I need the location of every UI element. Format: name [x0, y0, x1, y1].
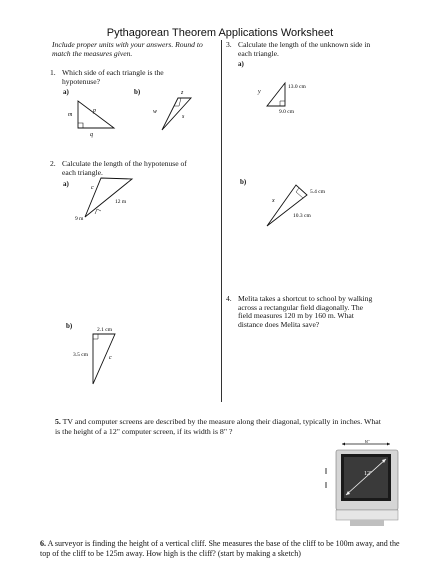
q1b-label-w: w: [153, 109, 158, 115]
q1b-label-z: z: [181, 90, 184, 96]
column-divider: [221, 40, 222, 402]
q1-triangle-b: [145, 85, 205, 140]
q2a-label-12m: 12 m: [115, 199, 127, 205]
q5-prompt: [55, 417, 385, 436]
q5-number: 5.: [55, 417, 61, 426]
q2-triangle-b: [70, 322, 130, 392]
q1a-label-p: p: [93, 108, 96, 114]
q2b-label-c: c: [109, 355, 112, 361]
q2b-label-3-5cm: 3.5 cm: [73, 352, 88, 358]
q2-number: 2.: [50, 159, 56, 168]
monitor-diagonal-label: 12": [364, 471, 373, 477]
instructions: Include proper units with your answers. Round to match the measures given.: [52, 40, 203, 58]
q3-prompt: [226, 41, 386, 58]
q1b-label-s: s: [182, 114, 185, 120]
q2a-label-9m: 9 m: [75, 216, 84, 222]
computer-monitor-illustration: [320, 440, 400, 530]
q1a-label-q: q: [90, 132, 93, 138]
q3a-label-13cm: 13.0 cm: [288, 84, 306, 90]
q4-text: Melita takes a shortcut to school by walking across a rectangular field diagonally. The field measures 120 m by 160 m. What distance does Melita save?: [238, 294, 373, 329]
q1-prompt: [50, 69, 190, 86]
q4-prompt: [226, 295, 391, 329]
q2-part-a: a): [63, 180, 69, 188]
q3-triangle-a: [252, 78, 322, 116]
q3-number: 3.: [226, 40, 232, 49]
q2b-label-2-1cm: 2.1 cm: [97, 327, 112, 333]
worksheet-title: Pythagorean Theorem Applications Worksheet: [106, 27, 334, 39]
q1a-label-m: m: [68, 112, 73, 118]
monitor-width-label: 8": [365, 440, 370, 445]
q3b-label-5-4cm: 5.4 cm: [310, 189, 325, 195]
q2-prompt: [50, 160, 210, 177]
q3-part-a: a): [238, 60, 244, 68]
q3-triangle-b: [255, 180, 330, 230]
q2-part-b: b): [66, 322, 73, 330]
q6-text: A surveyor is finding the height of a vertical cliff. She measures the base of the cliff to be 100m away, and the top of the cliff to be 125m away. How high is the cliff? (start by making a sketch): [40, 539, 400, 558]
q1-text: Which side of each triangle is the hypotenuse?: [62, 68, 164, 86]
q1-number: 1.: [50, 68, 56, 77]
q2a-label-c: c: [91, 185, 94, 191]
q1-triangle-a: [60, 95, 130, 140]
q6-number: 6.: [40, 539, 46, 548]
q4-number: 4.: [226, 294, 232, 303]
q1-part-a: a): [63, 88, 69, 96]
q2-text: Calculate the length of the hypotenuse of each triangle.: [62, 159, 187, 177]
q2-triangle-a: [70, 176, 140, 228]
q3-part-b: b): [240, 178, 247, 186]
q6-prompt: [40, 539, 400, 559]
q3-text: Calculate the length of the unknown side in each triangle.: [238, 40, 371, 58]
q3a-label-9cm: 9.0 cm: [279, 109, 294, 115]
q3b-label-x: x: [272, 198, 275, 204]
q3a-label-y: y: [258, 89, 261, 95]
q1-part-b: b): [134, 88, 141, 96]
q3b-label-10-3cm: 10.3 cm: [293, 213, 311, 219]
q5-text: TV and computer screens are described by the measure along their diagonal, typically in inches. What is the height of a 12" computer screen, if its width is 8" ?: [55, 417, 381, 436]
